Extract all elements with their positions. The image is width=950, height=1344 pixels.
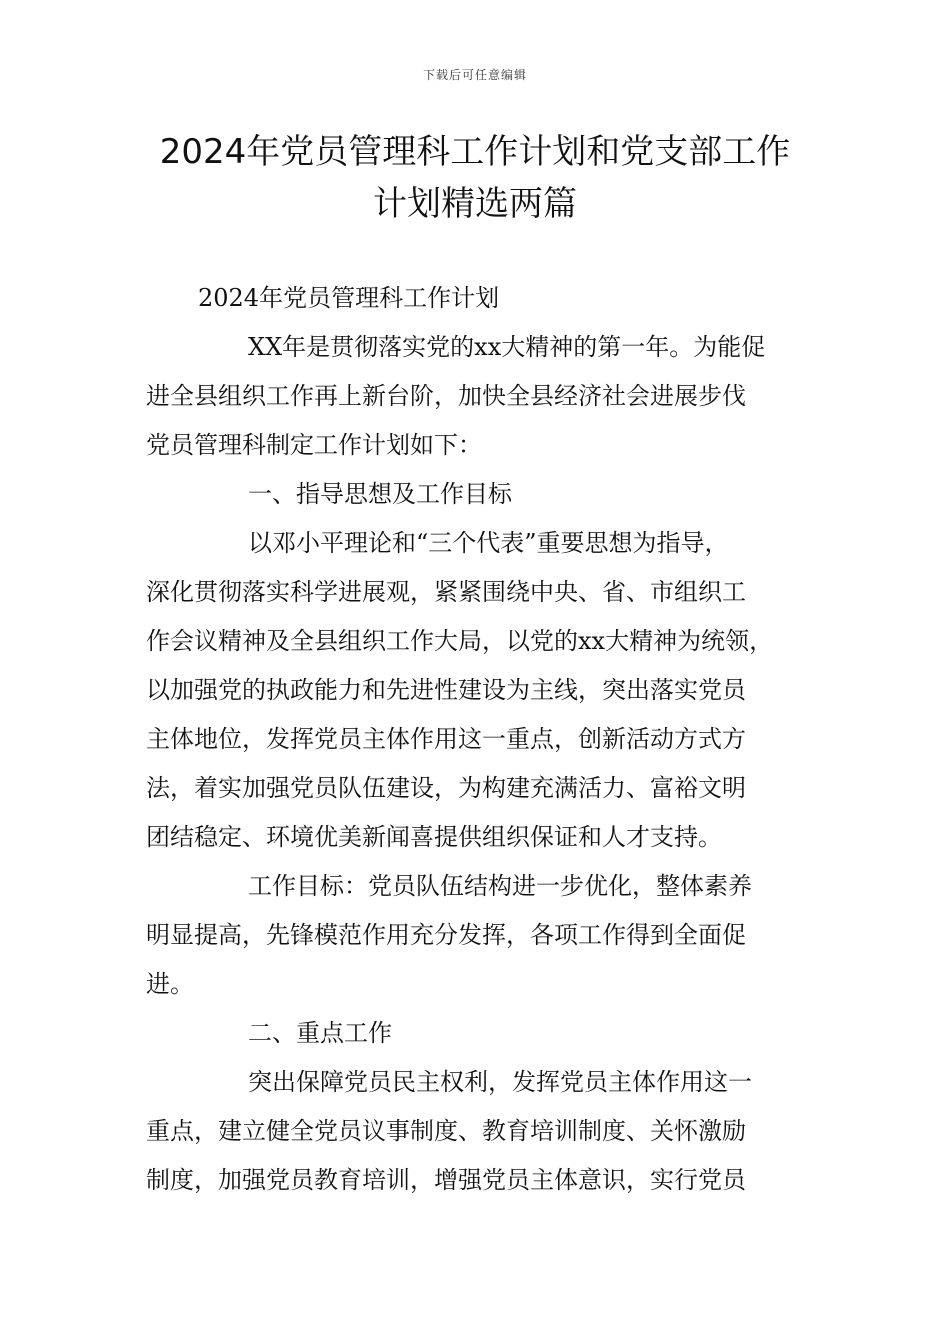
paragraph-line: 制度，加强党员教育培训，增强党员主体意识，实行党员 [146,1166,746,1194]
paragraph-line: 团结稳定、环境优美新闻喜提供组织保证和人才支持。 [146,823,722,851]
paragraph-line: 法，着实加强党员队伍建设，为构建充满活力、富裕文明 [146,774,746,802]
paragraph-line: 突出保障党员民主权利，发挥党员主体作用这一 [248,1068,752,1096]
header-note: 下载后可任意编辑 [422,68,527,82]
paragraph-line: 重点，建立健全党员议事制度、教育培训制度、关怀激励 [146,1117,746,1145]
paragraph-line: 以加强党的执政能力和先进性建设为主线，突出落实党员 [146,676,746,704]
section-heading-1: 一、指导思想及工作目标 [248,480,512,508]
document-body [146,274,826,1205]
title-line-2: 计划精选两篇 [373,184,577,224]
document-title [80,126,870,230]
section-heading-2: 二、重点工作 [248,1019,392,1047]
goal-line: 明显提高，先锋模范作用充分发挥，各项工作得到全面促 [146,921,746,949]
paragraph-line: 深化贯彻落实科学进展观，紧紧围绕中央、省、市组织工 [146,578,746,606]
goal-line: 工作目标：党员队伍结构进一步优化，整体素养 [248,872,752,900]
goal-line: 进。 [146,970,194,998]
intro-line: XX年是贯彻落实党的xx大精神的第一年。为能促 [248,333,766,361]
intro-line: 进全县组织工作再上新台阶，加快全县经济社会进展步伐 [146,382,746,410]
section-subtitle: 2024年党员管理科工作计划 [198,284,500,312]
paragraph-line: 主体地位，发挥党员主体作用这一重点，创新活动方式方 [146,725,746,753]
title-line-1: 2024年党员管理科工作计划和党支部工作 [159,132,791,172]
paragraph-line: 以邓小平理论和“三个代表”重要思想为指导， [248,529,729,557]
paragraph-line: 作会议精神及全县组织工作大局，以党的xx大精神为统领， [146,627,774,655]
intro-line: 党员管理科制定工作计划如下： [146,431,482,459]
